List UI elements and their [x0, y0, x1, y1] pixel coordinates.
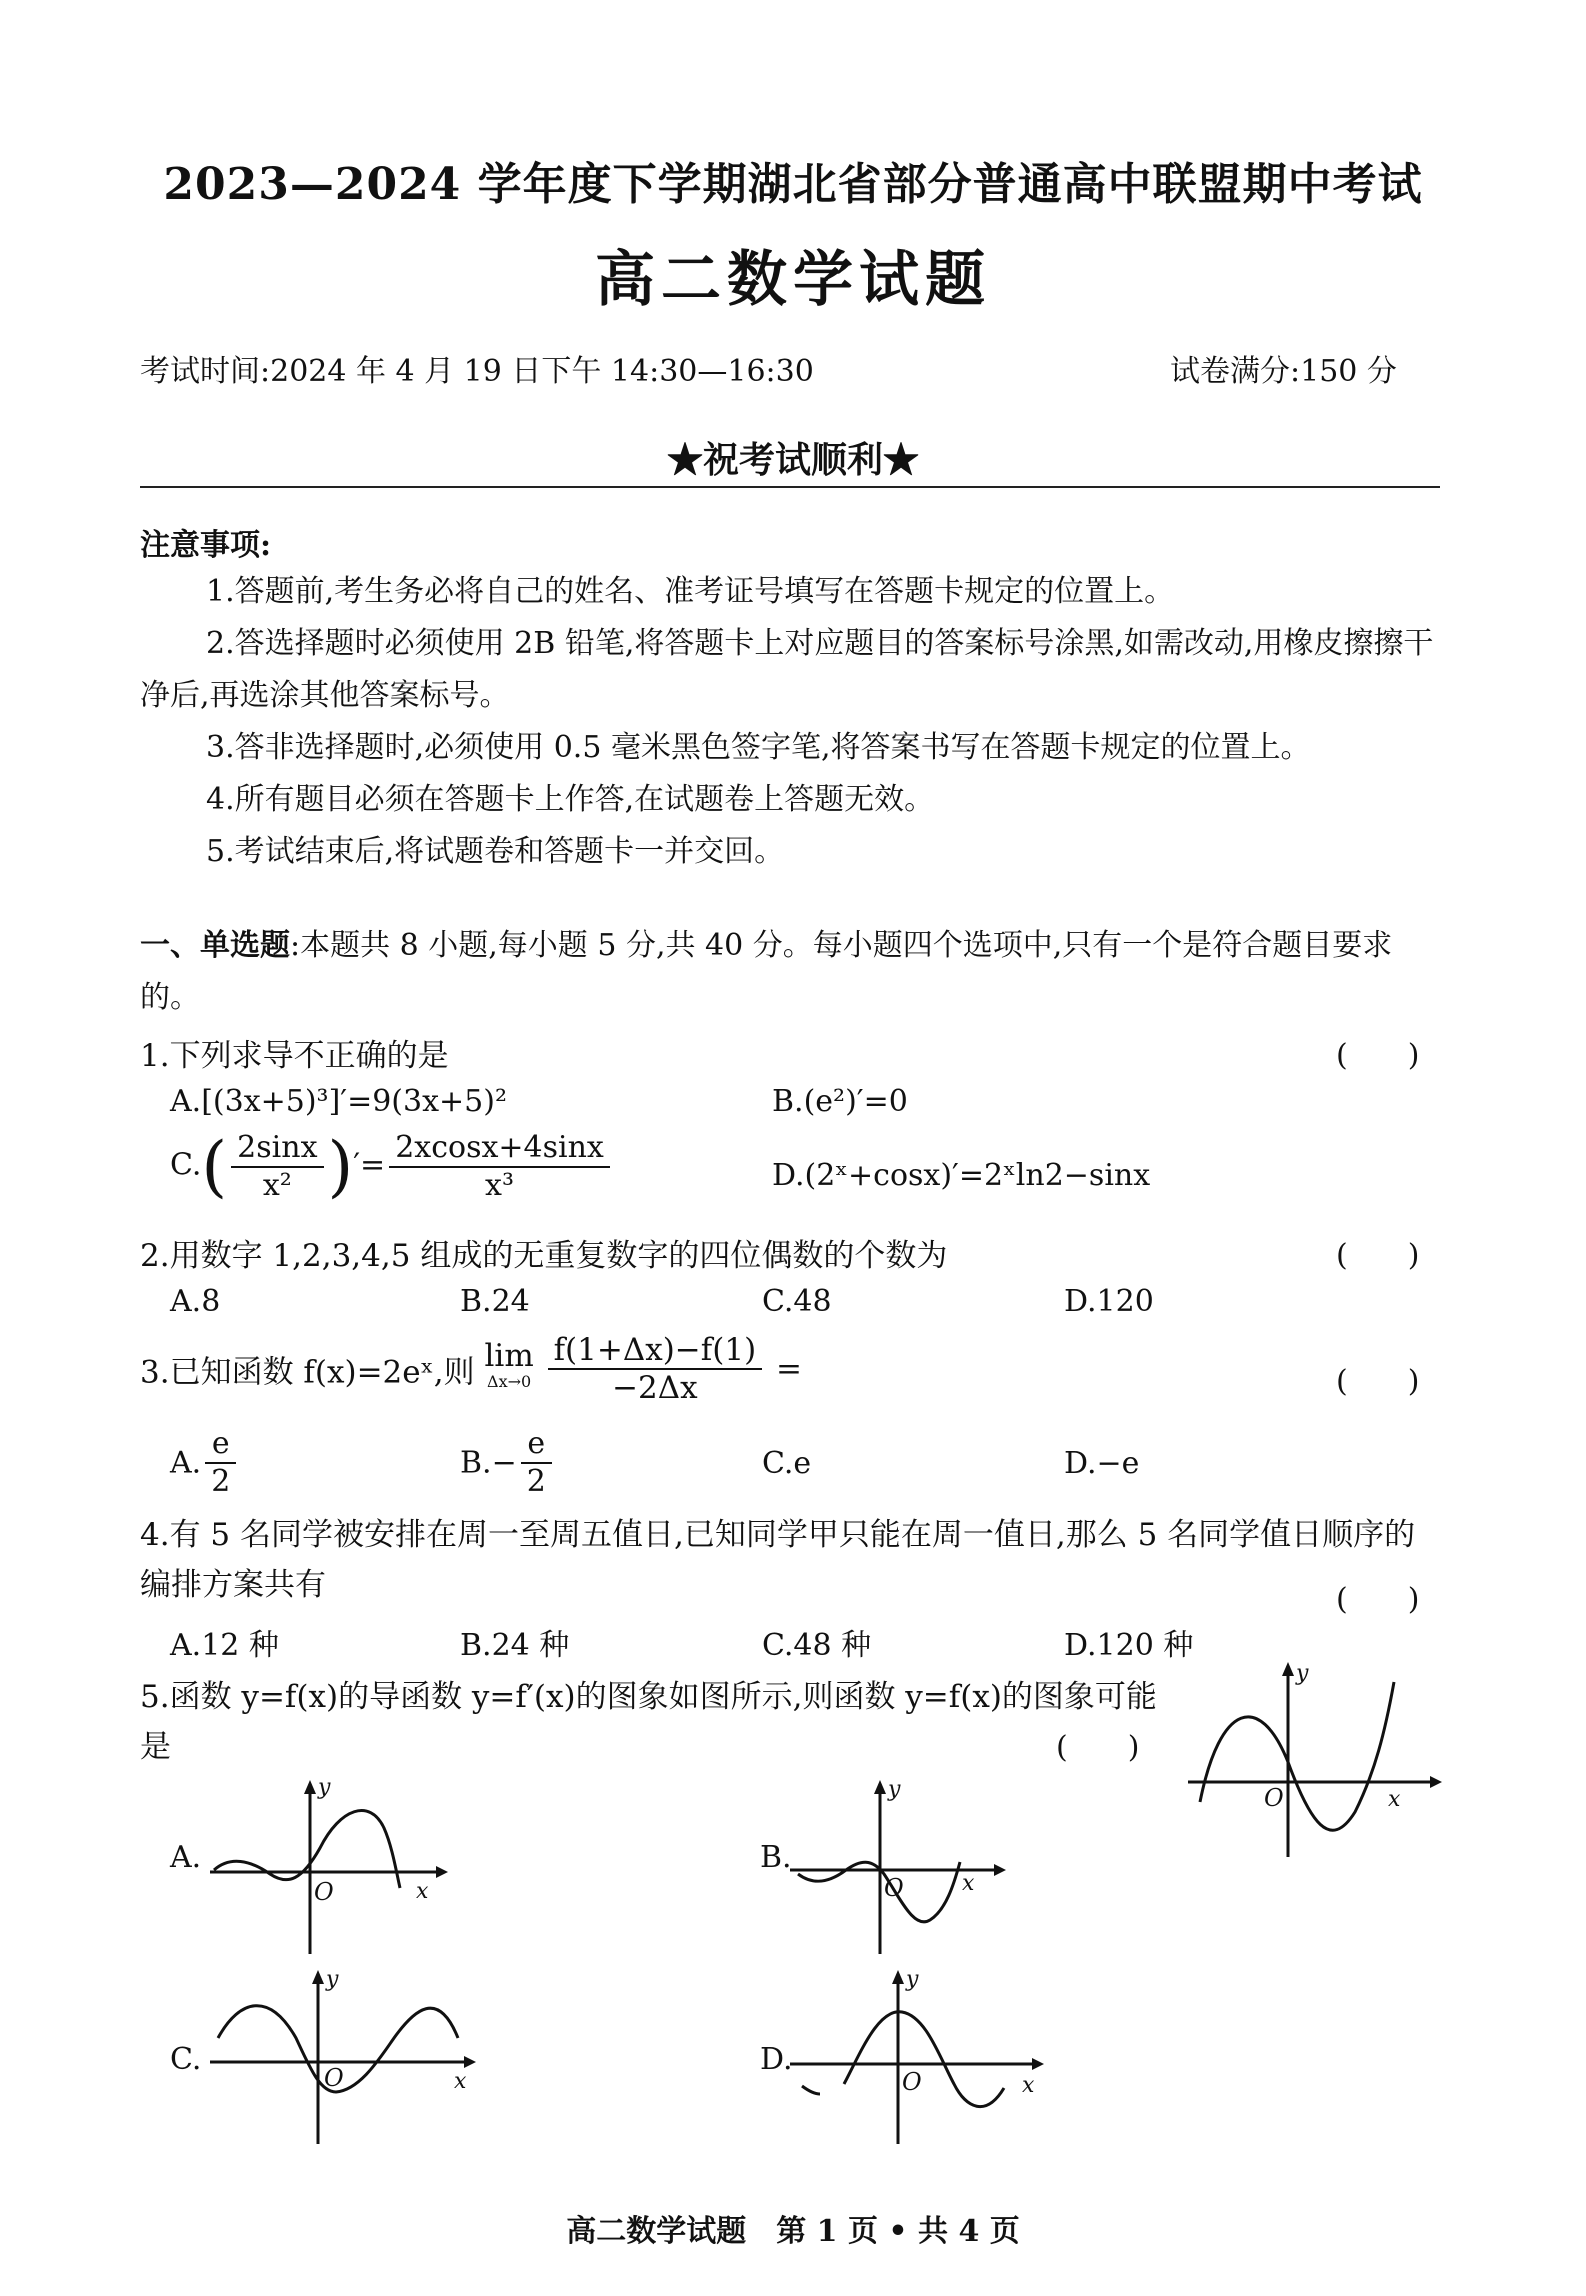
y-label: y	[318, 1775, 331, 1800]
q3-a-frac	[205, 1426, 236, 1500]
q3-stem-prefix: 3.已知函数 f(x)=2eˣ,则	[140, 1354, 475, 1391]
q3-option-c: C.e	[762, 1446, 812, 1481]
q3-answer-paren: ( )	[1336, 1364, 1420, 1399]
q4-option-c: C.48 种	[762, 1628, 872, 1663]
exam-time: 考试时间:2024 年 4 月 19 日下午 14:30—16:30	[140, 354, 814, 389]
q5-option-d-graph	[790, 1968, 1050, 2148]
q5-stem: 5.函数 y=f(x)的导函数 y=f′(x)的图象如图所示,则函数 y=f(x)的图象可能是	[140, 1679, 1157, 1765]
q1-c-frac-left	[231, 1130, 323, 1204]
header-divider	[140, 486, 1440, 488]
section-desc: :本题共 8 小题,每小题 5 分,共 40 分。每小题四个选项中,只有一个是符合题目要求的。	[140, 928, 1393, 1015]
x-label: x	[454, 2069, 467, 2094]
q3-b-den: 2	[526, 1464, 546, 1499]
y-axis-arrow	[1282, 1662, 1294, 1676]
y-label: y	[888, 1777, 901, 1802]
note-item: 2.答选择题时必须使用 2B 铅笔,将答题卡上对应题目的答案标号涂黑,如需改动,用橡皮擦擦干净后,再选涂其他答案标号。	[140, 626, 1434, 713]
q3-b-num: e	[521, 1426, 552, 1464]
y-label: y	[326, 1967, 339, 1992]
q1-c-mid: ′=	[353, 1147, 386, 1183]
q1-c-rparen: )	[327, 1128, 354, 1205]
y-axis-arrow	[874, 1780, 886, 1794]
x-axis-arrow	[1032, 2058, 1044, 2070]
y-axis-arrow	[312, 1970, 324, 1984]
q3-b-frac	[521, 1426, 552, 1500]
q1-option-a: A.[(3x+5)³]′=9(3x+5)²	[170, 1084, 507, 1119]
q3-num: f(1+Δx)−f(1)	[548, 1332, 763, 1370]
q4-option-a: A.12 种	[170, 1628, 279, 1663]
y-axis-arrow	[304, 1780, 316, 1794]
paper-subtitle: 高二数学试题	[595, 245, 991, 315]
q2-option-b: B.24	[460, 1284, 530, 1319]
q1-option-c	[170, 1128, 614, 1205]
q3-option-d: D.−e	[1064, 1446, 1140, 1481]
q2-option-c: C.48	[762, 1284, 832, 1319]
q1-answer-paren: ( )	[1336, 1038, 1420, 1073]
q5-option-b-label: B.	[760, 1840, 792, 1875]
x-axis-arrow	[464, 2056, 476, 2068]
q1-c-rden: x³	[485, 1167, 514, 1203]
q1-c-den: x²	[262, 1167, 292, 1203]
full-score: 试卷满分:150 分	[1170, 354, 1397, 389]
origin-label: O	[884, 1874, 904, 1902]
q1-c-rnum: 2xcosx+4sinx	[389, 1130, 610, 1168]
curve-a	[214, 1811, 400, 1888]
curve-d-tail	[802, 2086, 820, 2094]
q5-answer-paren: ( )	[1056, 1730, 1140, 1765]
q2-stem: 2.用数字 1,2,3,4,5 组成的无重复数字的四位偶数的个数为	[140, 1238, 948, 1274]
q3-a-den: 2	[211, 1464, 231, 1499]
q1-c-num: 2sinx	[231, 1130, 323, 1168]
x-label: x	[1388, 1787, 1401, 1812]
y-label: y	[906, 1967, 919, 1992]
q3-fraction	[548, 1332, 763, 1406]
q1-stem: 1.下列求导不正确的是	[140, 1038, 449, 1074]
q3-a-prefix: A.	[170, 1445, 202, 1481]
q5-option-c-label: C.	[170, 2042, 202, 2077]
q4-stem: 4.有 5 名同学被安排在周一至周五值日,已知同学甲只能在周一值日,那么 5 名同学值日顺序的编排方案共有	[140, 1517, 1416, 1603]
origin-label: O	[902, 2068, 922, 2096]
q5-option-d-label: D.	[760, 2042, 793, 2077]
q2-option-a: A.8	[170, 1284, 221, 1319]
x-label: x	[962, 1871, 975, 1896]
section-title: 一、单选题	[140, 928, 290, 963]
x-axis-arrow	[436, 1866, 448, 1878]
q2-option-d: D.120	[1064, 1284, 1154, 1319]
q3-eq: =	[776, 1351, 803, 1387]
q4-option-b: B.24 种	[460, 1628, 570, 1663]
blessing: ★祝考试顺利★	[666, 439, 919, 481]
origin-label: O	[1264, 1784, 1284, 1812]
q3-option-b	[460, 1426, 556, 1500]
derivative-curve	[1200, 1682, 1394, 1830]
q5-option-b-graph	[790, 1778, 1010, 1958]
q3-lim-sub: Δx→0	[487, 1372, 532, 1391]
note-item: 5.考试结束后,将试题卷和答题卡一并交回。	[206, 834, 785, 869]
q5-option-a-graph	[210, 1775, 450, 1958]
x-label: x	[1022, 2073, 1035, 2098]
x-axis-arrow	[1430, 1776, 1442, 1788]
y-axis-arrow	[892, 1970, 904, 1984]
curve-d	[844, 2012, 1004, 2107]
note-item: 4.所有题目必须在答题卡上作答,在试题卷上答题无效。	[206, 782, 935, 817]
origin-label: O	[314, 1878, 334, 1906]
q3-lim-word: lim	[484, 1338, 534, 1374]
q1-c-prefix: C.	[170, 1147, 202, 1183]
q5-option-c-graph	[210, 1968, 480, 2148]
q4-option-d: D.120 种	[1064, 1628, 1194, 1663]
q3-b-prefix: B.−	[460, 1445, 517, 1481]
q3-option-a	[170, 1426, 240, 1500]
q5-derivative-graph	[1180, 1662, 1440, 1862]
q1-option-b: B.(e²)′=0	[772, 1084, 908, 1119]
exam-title: 2023—2024 学年度下学期湖北省部分普通高中联盟期中考试	[163, 159, 1423, 210]
q5-option-a-label: A.	[170, 1840, 202, 1875]
note-item: 3.答非选择题时,必须使用 0.5 毫米黑色签字笔,将答案书写在答题卡规定的位置上。	[206, 730, 1311, 765]
q3-a-num: e	[205, 1426, 236, 1464]
origin-label: O	[324, 2064, 344, 2092]
x-axis-arrow	[994, 1864, 1006, 1876]
q2-answer-paren: ( )	[1336, 1238, 1420, 1273]
x-label: x	[416, 1879, 429, 1904]
note-item: 1.答题前,考生务必将自己的姓名、准考证号填写在答题卡规定的位置上。	[206, 574, 1175, 609]
q3-stem	[140, 1332, 802, 1406]
q1-c-frac-right	[389, 1130, 610, 1204]
notes-title: 注意事项:	[140, 528, 272, 563]
y-label: y	[1296, 1661, 1309, 1686]
q4-answer-paren: ( )	[1336, 1582, 1420, 1617]
q1-option-d: D.(2ˣ+cosx)′=2ˣln2−sinx	[772, 1158, 1151, 1193]
q3-limit	[484, 1338, 534, 1395]
page-footer: 高二数学试题 第 1 页 • 共 4 页	[566, 2214, 1020, 2249]
q1-c-lparen: (	[201, 1128, 228, 1205]
section-heading	[140, 920, 1440, 1024]
q3-den: −2Δx	[612, 1370, 698, 1406]
